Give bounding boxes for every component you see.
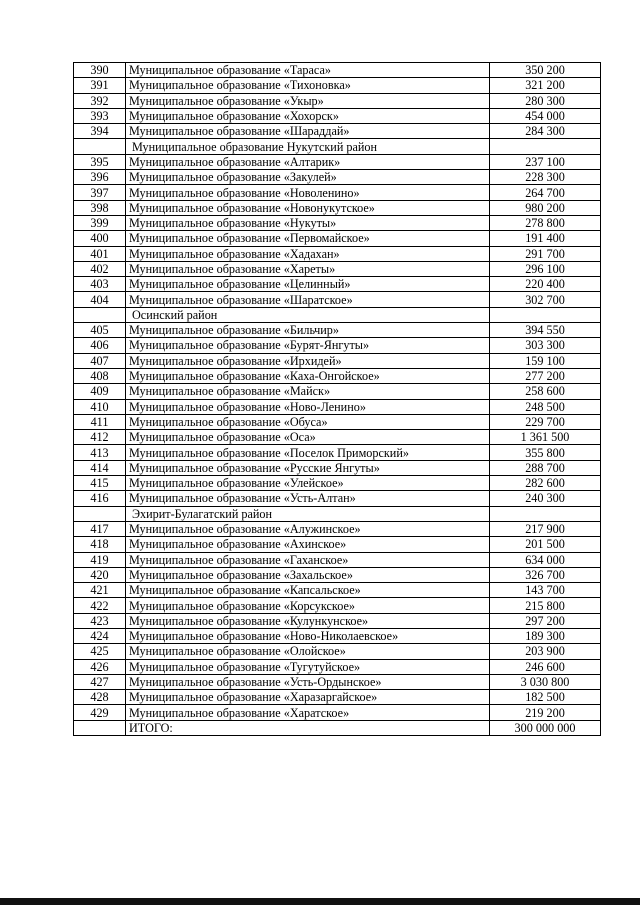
amount: 143 700: [490, 583, 601, 598]
row-number: 399: [74, 215, 126, 230]
municipality-name: Муниципальное образование «Корсукское»: [126, 598, 490, 613]
amount: 237 100: [490, 154, 601, 169]
table-row: [74, 154, 601, 169]
row-number: 408: [74, 368, 126, 383]
table-row: [74, 170, 601, 185]
table-row: [74, 598, 601, 613]
table-row: [74, 384, 601, 399]
municipality-name: Муниципальное образование «Первомайское»: [126, 231, 490, 246]
municipality-name: Муниципальное образование «Харазаргайское»: [126, 690, 490, 705]
amount: 189 300: [490, 628, 601, 643]
table-row: [74, 338, 601, 353]
row-number: 401: [74, 246, 126, 261]
table-row: [74, 460, 601, 475]
table-row: [74, 215, 601, 230]
municipality-name: Муниципальное образование «Усть-Ордынское»: [126, 674, 490, 689]
amount: 215 800: [490, 598, 601, 613]
table-row: [74, 674, 601, 689]
table-row: [74, 368, 601, 383]
municipality-name: Муниципальное образование «Хохорск»: [126, 108, 490, 123]
amount: 280 300: [490, 93, 601, 108]
amount: 282 600: [490, 476, 601, 491]
row-number: 416: [74, 491, 126, 506]
row-number: 417: [74, 521, 126, 536]
municipality-name: Муниципальное образование «Новонукутское»: [126, 200, 490, 215]
row-number: 428: [74, 690, 126, 705]
amount: 291 700: [490, 246, 601, 261]
row-number: [74, 139, 126, 154]
municipality-name: Муниципальное образование «Бурят-Янгуты»: [126, 338, 490, 353]
row-number: 420: [74, 567, 126, 582]
municipality-name: Муниципальное образование «Обуса»: [126, 414, 490, 429]
table-row: [74, 476, 601, 491]
table-row: [74, 445, 601, 460]
district-name: Осинский район: [126, 307, 490, 322]
amount: 191 400: [490, 231, 601, 246]
row-number: 391: [74, 78, 126, 93]
amount: 228 300: [490, 170, 601, 185]
row-number: 392: [74, 93, 126, 108]
municipality-name: Муниципальное образование «Алтарик»: [126, 154, 490, 169]
row-number: 423: [74, 613, 126, 628]
municipality-name: Муниципальное образование «Харатское»: [126, 705, 490, 720]
table-row: [74, 124, 601, 139]
amount: 217 900: [490, 521, 601, 536]
table-row: [74, 537, 601, 552]
row-number: 412: [74, 430, 126, 445]
municipality-name: Муниципальное образование «Закулей»: [126, 170, 490, 185]
row-number: 409: [74, 384, 126, 399]
municipality-name: Муниципальное образование «Оса»: [126, 430, 490, 445]
amount: 302 700: [490, 292, 601, 307]
row-number: 411: [74, 414, 126, 429]
table-row: [74, 705, 601, 720]
amount: 980 200: [490, 200, 601, 215]
municipality-name: Муниципальное образование «Хадахан»: [126, 246, 490, 261]
amount: 219 200: [490, 705, 601, 720]
row-number: 396: [74, 170, 126, 185]
amount: 454 000: [490, 108, 601, 123]
allocation-table: [73, 62, 601, 736]
row-number: 403: [74, 277, 126, 292]
municipality-name: Муниципальное образование «Укыр»: [126, 93, 490, 108]
table-row: [74, 491, 601, 506]
row-number: 418: [74, 537, 126, 552]
table-row: [74, 644, 601, 659]
table-row: [74, 521, 601, 536]
table-row: [74, 246, 601, 261]
amount: 394 550: [490, 323, 601, 338]
row-number: [74, 307, 126, 322]
municipality-name: Муниципальное образование «Ахинское»: [126, 537, 490, 552]
municipality-name: Муниципальное образование «Тугутуйское»: [126, 659, 490, 674]
row-number: 398: [74, 200, 126, 215]
amount: 203 900: [490, 644, 601, 659]
amount: 159 100: [490, 353, 601, 368]
table-row: [74, 552, 601, 567]
row-number: 395: [74, 154, 126, 169]
table-row: [74, 690, 601, 705]
row-number: 407: [74, 353, 126, 368]
row-number: 413: [74, 445, 126, 460]
amount: 182 500: [490, 690, 601, 705]
municipality-name: Муниципальное образование «Захальское»: [126, 567, 490, 582]
table-row: [74, 567, 601, 582]
municipality-name: Муниципальное образование «Каха-Онгойское»: [126, 368, 490, 383]
row-number: 404: [74, 292, 126, 307]
row-number: 393: [74, 108, 126, 123]
table-row: [74, 399, 601, 414]
row-number: 390: [74, 63, 126, 78]
amount: 288 700: [490, 460, 601, 475]
amount: 248 500: [490, 399, 601, 414]
municipality-name: Муниципальное образование «Целинный»: [126, 277, 490, 292]
row-number: [74, 720, 126, 735]
amount: [490, 307, 601, 322]
municipality-name: Муниципальное образование «Тихоновка»: [126, 78, 490, 93]
amount: 240 300: [490, 491, 601, 506]
amount: 321 200: [490, 78, 601, 93]
amount: 326 700: [490, 567, 601, 582]
district-header-row: [74, 506, 601, 521]
row-number: 427: [74, 674, 126, 689]
table-row: [74, 292, 601, 307]
table-row: [74, 583, 601, 598]
row-number: 394: [74, 124, 126, 139]
row-number: 425: [74, 644, 126, 659]
municipality-name: Муниципальное образование «Тараса»: [126, 63, 490, 78]
municipality-name: Муниципальное образование «Ново-Ленино»: [126, 399, 490, 414]
table-row: [74, 628, 601, 643]
row-number: 419: [74, 552, 126, 567]
municipality-name: Муниципальное образование «Кулункунское»: [126, 613, 490, 628]
total-row: [74, 720, 601, 735]
table-row: [74, 414, 601, 429]
table-row: [74, 659, 601, 674]
row-number: 415: [74, 476, 126, 491]
municipality-name: Муниципальное образование «Олойское»: [126, 644, 490, 659]
row-number: 414: [74, 460, 126, 475]
amount: 201 500: [490, 537, 601, 552]
amount: 277 200: [490, 368, 601, 383]
row-number: 405: [74, 323, 126, 338]
amount: 303 300: [490, 338, 601, 353]
municipality-name: Муниципальное образование «Ирхидей»: [126, 353, 490, 368]
municipality-name: Муниципальное образование «Новоленино»: [126, 185, 490, 200]
amount: 296 100: [490, 261, 601, 276]
municipality-name: Муниципальное образование «Гаханское»: [126, 552, 490, 567]
municipality-name: Муниципальное образование «Улейское»: [126, 476, 490, 491]
amount: 246 600: [490, 659, 601, 674]
amount: 355 800: [490, 445, 601, 460]
row-number: 421: [74, 583, 126, 598]
amount: 350 200: [490, 63, 601, 78]
municipality-name: Муниципальное образование «Капсальское»: [126, 583, 490, 598]
amount: 284 300: [490, 124, 601, 139]
row-number: 410: [74, 399, 126, 414]
table-row: [74, 231, 601, 246]
table-body: [74, 63, 601, 736]
municipality-name: Муниципальное образование «Шараддай»: [126, 124, 490, 139]
total-label: ИТОГО:: [126, 720, 490, 735]
table-row: [74, 323, 601, 338]
row-number: 397: [74, 185, 126, 200]
district-name: Эхирит-Булагатский район: [126, 506, 490, 521]
table-row: [74, 277, 601, 292]
amount: 229 700: [490, 414, 601, 429]
amount: 1 361 500: [490, 430, 601, 445]
table-row: [74, 430, 601, 445]
table-row: [74, 78, 601, 93]
table-row: [74, 63, 601, 78]
municipality-name: Муниципальное образование «Алужинское»: [126, 521, 490, 536]
municipality-name: Муниципальное образование «Бильчир»: [126, 323, 490, 338]
amount: 278 800: [490, 215, 601, 230]
amount: 297 200: [490, 613, 601, 628]
municipality-name: Муниципальное образование «Хареты»: [126, 261, 490, 276]
municipality-name: Муниципальное образование «Нукуты»: [126, 215, 490, 230]
table-row: [74, 93, 601, 108]
table-row: [74, 185, 601, 200]
scan-bottom-border: [0, 898, 640, 905]
row-number: 402: [74, 261, 126, 276]
row-number: [74, 506, 126, 521]
table-row: [74, 613, 601, 628]
amount: [490, 506, 601, 521]
district-header-row: [74, 307, 601, 322]
table-row: [74, 108, 601, 123]
row-number: 422: [74, 598, 126, 613]
row-number: 426: [74, 659, 126, 674]
table-row: [74, 200, 601, 215]
amount: 634 000: [490, 552, 601, 567]
row-number: 400: [74, 231, 126, 246]
municipality-name: Муниципальное образование «Майск»: [126, 384, 490, 399]
municipality-name: Муниципальное образование «Ново-Николаевское»: [126, 628, 490, 643]
table-row: [74, 353, 601, 368]
municipality-name: Муниципальное образование «Русские Янгуты»: [126, 460, 490, 475]
row-number: 424: [74, 628, 126, 643]
amount: [490, 139, 601, 154]
municipality-name: Муниципальное образование «Поселок Приморский»: [126, 445, 490, 460]
total-amount: 300 000 000: [490, 720, 601, 735]
row-number: 406: [74, 338, 126, 353]
amount: 264 700: [490, 185, 601, 200]
district-header-row: [74, 139, 601, 154]
amount: 220 400: [490, 277, 601, 292]
row-number: 429: [74, 705, 126, 720]
district-name: Муниципальное образование Нукутский район: [126, 139, 490, 154]
municipality-name: Муниципальное образование «Шаратское»: [126, 292, 490, 307]
municipality-name: Муниципальное образование «Усть-Алтан»: [126, 491, 490, 506]
amount: 258 600: [490, 384, 601, 399]
table-row: [74, 261, 601, 276]
amount: 3 030 800: [490, 674, 601, 689]
